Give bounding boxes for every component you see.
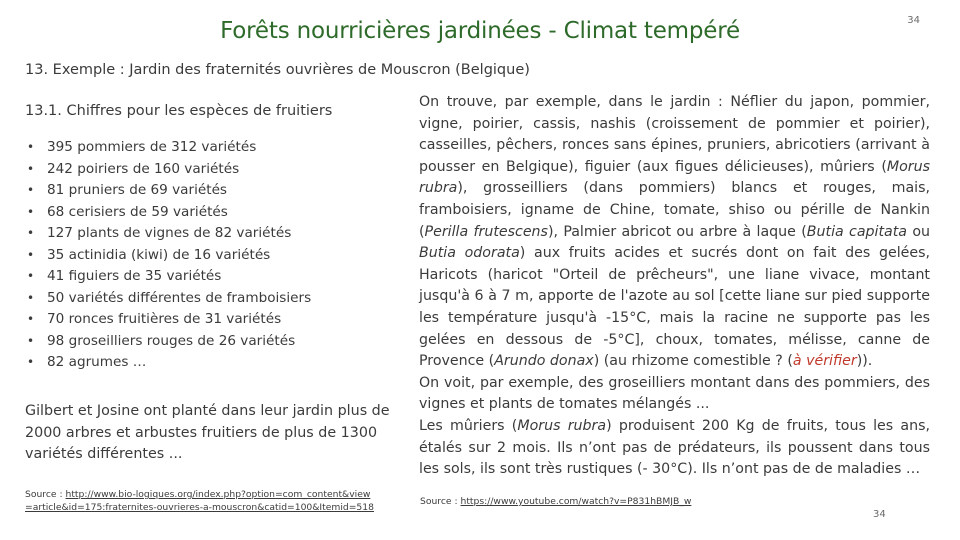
- latin-name: Perilla frutescens: [424, 223, 548, 240]
- text-run: ) produisent 200 Kg de fruits, tous les ans, étalés sur 2 mois. Ils n’ont pas de prédateurs, ils poussent dans tous les sols, ils sont très rustiques (- 30°C). Ils n’ont pas de de maladies …: [419, 417, 931, 478]
- latin-name: Butia capitata: [806, 223, 907, 240]
- page-number-bottom: 34: [873, 509, 886, 520]
- list-item-text: 70 ronces fruitières de 31 variétés: [47, 311, 282, 327]
- mulberry-paragraph: [419, 416, 930, 481]
- list-item: [25, 202, 405, 224]
- list-item-text: 98 groseilliers rouges de 26 variétés: [47, 332, 296, 349]
- source-link[interactable]: https://www.youtube.com/watch?v=P831hBMJB_w: [460, 496, 692, 507]
- list-item: [25, 245, 405, 267]
- bullet-icon: •: [27, 247, 35, 262]
- text-run: ) (au rhizome comestible ? (: [593, 353, 793, 370]
- verify-note: à vérifier: [792, 353, 857, 370]
- fruit-figures-column: [25, 103, 405, 374]
- bullet-icon: •: [27, 140, 35, 154]
- list-item-text: 35 actinidia (kiwi) de 16 variétés: [47, 246, 271, 263]
- latin-name: Butia odorata: [419, 245, 520, 262]
- list-item-text: 127 plants de vignes de 82 variétés: [47, 225, 292, 241]
- list-item: [25, 180, 405, 202]
- bullet-icon: •: [27, 355, 35, 369]
- source-citation-left: [25, 489, 375, 514]
- list-item: [25, 266, 405, 288]
- species-description: [419, 92, 930, 481]
- text-run: ou: [907, 223, 931, 240]
- list-item-text: 242 poiriers de 160 variétés: [47, 160, 240, 177]
- list-item: [25, 223, 405, 245]
- source-label: Source :: [25, 489, 66, 500]
- bullet-icon: •: [27, 312, 35, 326]
- bullet-icon: •: [27, 183, 35, 197]
- text-run: )).: [856, 353, 873, 370]
- observation-paragraph: On voit, par exemple, des groseilliers montant dans des pommiers, des vignes et plants de tomates mélangés ...: [419, 374, 930, 413]
- text-run: ) aux fruits acides et sucrés dont on fait des gelées, Haricots (haricot "Orteil de prêcheurs", une liane vivace, montant jusqu'à 6 à 7 m, apporte de l'azote au sol [cette liane sur pied supporte les température jusqu'à -15°C, mais la racine ne supporte pas les gelées en dessous de -5°C], choux, tomates, mélisse, canne de Provence (: [419, 245, 930, 370]
- list-item: [25, 331, 405, 353]
- latin-name: Morus rubra: [517, 417, 607, 434]
- section-heading: 13.1. Chiffres pour les espèces de fruitiers: [25, 103, 333, 119]
- slide-subtitle: 13. Exemple : Jardin des fraternités ouvrières de Mouscron (Belgique): [25, 62, 530, 78]
- list-item: [25, 352, 405, 374]
- bullet-icon: •: [27, 204, 35, 219]
- slide-title: Forêts nourricières jardinées - Climat tempéré: [220, 18, 740, 44]
- latin-name: Morus rubra: [419, 158, 930, 197]
- list-item-text: 41 figuiers de 35 variétés: [47, 268, 222, 284]
- list-item-text: 68 cerisiers de 59 variétés: [47, 203, 228, 220]
- list-item: [25, 288, 405, 310]
- fruit-species-list: [25, 137, 405, 374]
- species-paragraph: [419, 92, 930, 373]
- text-run: ), Palmier abricot ou arbre à laque (: [547, 223, 807, 240]
- bullet-icon: •: [27, 290, 35, 305]
- bullet-icon: •: [27, 161, 35, 176]
- text-run: ), grosseilliers (dans pommiers) blancs et rouges, mais, framboisiers, igname de Chine, tomate, shiso ou pérille de Nankin (: [419, 180, 930, 240]
- page-number-top: 34: [907, 15, 920, 26]
- source-link[interactable]: http://www.bio-logiques.org/index.php?option=com_content&view=article&id=175:fraternites-ouvrieres-a-mouscron&catid=100&Itemid=518: [25, 489, 374, 513]
- source-citation-right: [420, 496, 691, 507]
- bullet-icon: •: [27, 269, 35, 283]
- latin-name: Arundo donax: [494, 353, 594, 370]
- bullet-icon: •: [27, 333, 35, 348]
- list-item-text: 82 agrumes …: [47, 354, 147, 370]
- list-item: [25, 309, 405, 331]
- source-label: Source :: [420, 496, 461, 507]
- text-run: Les mûriers (: [419, 417, 518, 434]
- bullet-icon: •: [27, 226, 35, 240]
- list-item-text: 50 variétés différentes de framboisiers: [47, 289, 312, 306]
- text-run: On trouve, par exemple, dans le jardin : Néflier du japon, pommier, vigne, poirier, cassis, nashis (croissement de pommier et poirier), casseilles, pêchers, ronces sans épines, pruniers, abricotiers (arrivant à pousser en Belgique), figuier (aux figues délicieuses), mûriers (: [419, 94, 930, 175]
- list-item: [25, 137, 405, 159]
- list-item-text: 395 pommiers de 312 variétés: [47, 139, 257, 155]
- list-item-text: 81 pruniers de 69 variétés: [47, 182, 228, 198]
- list-item: [25, 159, 405, 181]
- planted-trees-note: Gilbert et Josine ont planté dans leur jardin plus de 2000 arbres et arbustes fruitiers de plus de 1300 variétés différentes ...: [25, 403, 390, 462]
